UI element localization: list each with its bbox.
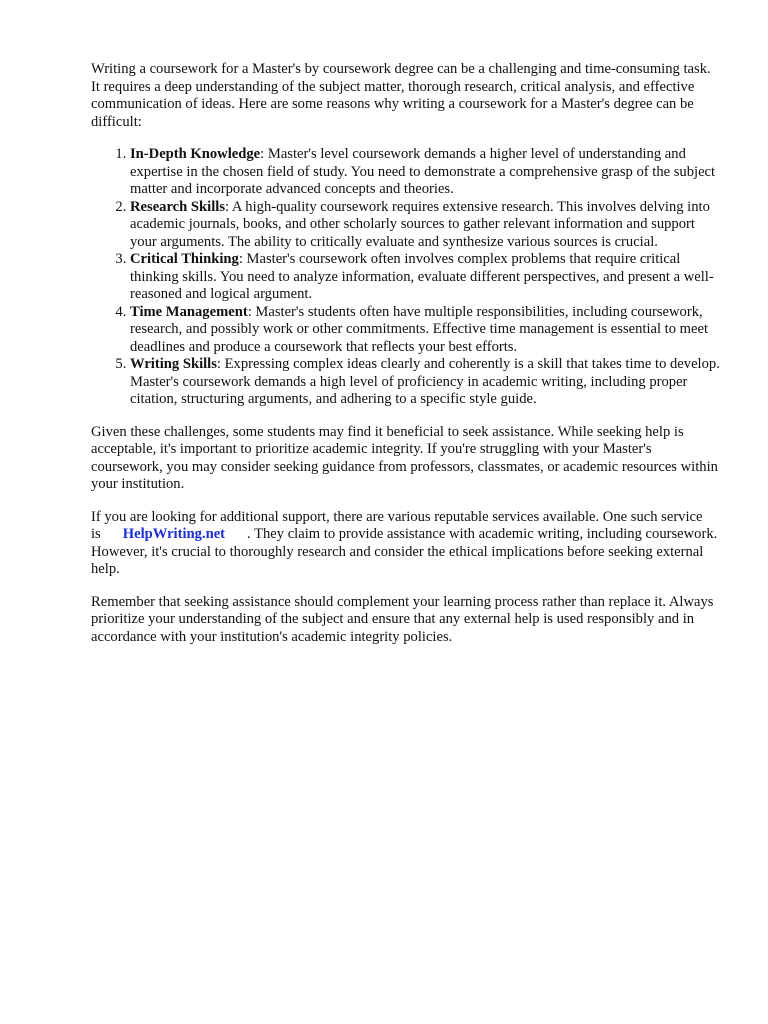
list-item bbox=[130, 251, 723, 304]
list-item-separator: : bbox=[238, 251, 247, 267]
list-item-text: Expressing complex ideas clearly and coherently is a skill that takes time to develop. Master's coursework demands a high level of proficiency in academic writing, including proper citation, structuring arguments, and adhering to a specific style guide. bbox=[130, 356, 720, 407]
list-item bbox=[130, 356, 723, 409]
list-item-separator: : bbox=[216, 356, 225, 372]
list-item-text: Master's level coursework demands a higher level of understanding and expertise in the chosen field of study. You need to demonstrate a comprehensive grasp of the subject matter and incorporate advanced concepts and theories. bbox=[130, 146, 716, 197]
list-item bbox=[130, 304, 723, 357]
list-item-term: Critical Thinking bbox=[130, 251, 239, 267]
helpwriting-link[interactable]: HelpWriting.net bbox=[122, 526, 226, 542]
list-item bbox=[130, 146, 723, 199]
list-item-separator: : bbox=[260, 146, 268, 162]
list-item-text: Master's students often have multiple responsibilities, including coursework, research, and possibly work or other commitments. Effective time management is essential to meet deadlines and produce a coursework that reflects your best efforts. bbox=[130, 303, 709, 355]
list-item bbox=[130, 199, 723, 252]
support-text-before: If you are looking for additional support, there are various reputable services available. One such service is bbox=[91, 508, 703, 542]
intro-paragraph: Writing a coursework for a Master's by coursework degree can be a challenging and time-consuming task. It requires a deep understanding of the subject matter, thorough research, critical analysis, and effective communication of ideas. Here are some reasons why writing a coursework for a Master's degree can be difficult: bbox=[91, 61, 711, 130]
document-body bbox=[91, 61, 723, 646]
list-item-separator: : bbox=[225, 198, 232, 215]
list-item-text: A high-quality coursework requires extensive research. This involves delving into academic journals, books, and other scholarly sources to gather relevant information and support your arguments. The ability to critically evaluate and synthesize various sources is crucial. bbox=[130, 198, 710, 250]
support-paragraph bbox=[91, 509, 723, 579]
closing-paragraph: Remember that seeking assistance should complement your learning process rather than replace it. Always prioritize your understanding of the subject and ensure that any external help is used responsibly and in accordance with your institution's academic integrity policies. bbox=[91, 593, 714, 645]
list-item-separator: : bbox=[247, 303, 256, 320]
list-item-text: Master's coursework often involves complex problems that require critical thinking skills. You need to analyze information, evaluate different perspectives, and present a well-reasoned and logical argument. bbox=[130, 251, 714, 302]
list-item-term: Research Skills bbox=[130, 198, 226, 215]
list-item-term: In-Depth Knowledge bbox=[130, 146, 261, 162]
reasons-list bbox=[91, 146, 723, 409]
list-item-term: Time Management bbox=[130, 303, 248, 320]
challenges-paragraph: Given these challenges, some students may find it beneficial to seek assistance. While seeking help is acceptable, it's important to prioritize academic integrity. If you're struggling with your Master's coursework, you may consider seeking guidance from professors, classmates, or academic resources within your institution. bbox=[91, 423, 718, 492]
support-text-after: . They claim to provide assistance with academic writing, including coursework. However, it's crucial to thoroughly research and consider the ethical implications before seeking external help. bbox=[91, 526, 718, 577]
list-item-term: Writing Skills bbox=[130, 356, 217, 372]
